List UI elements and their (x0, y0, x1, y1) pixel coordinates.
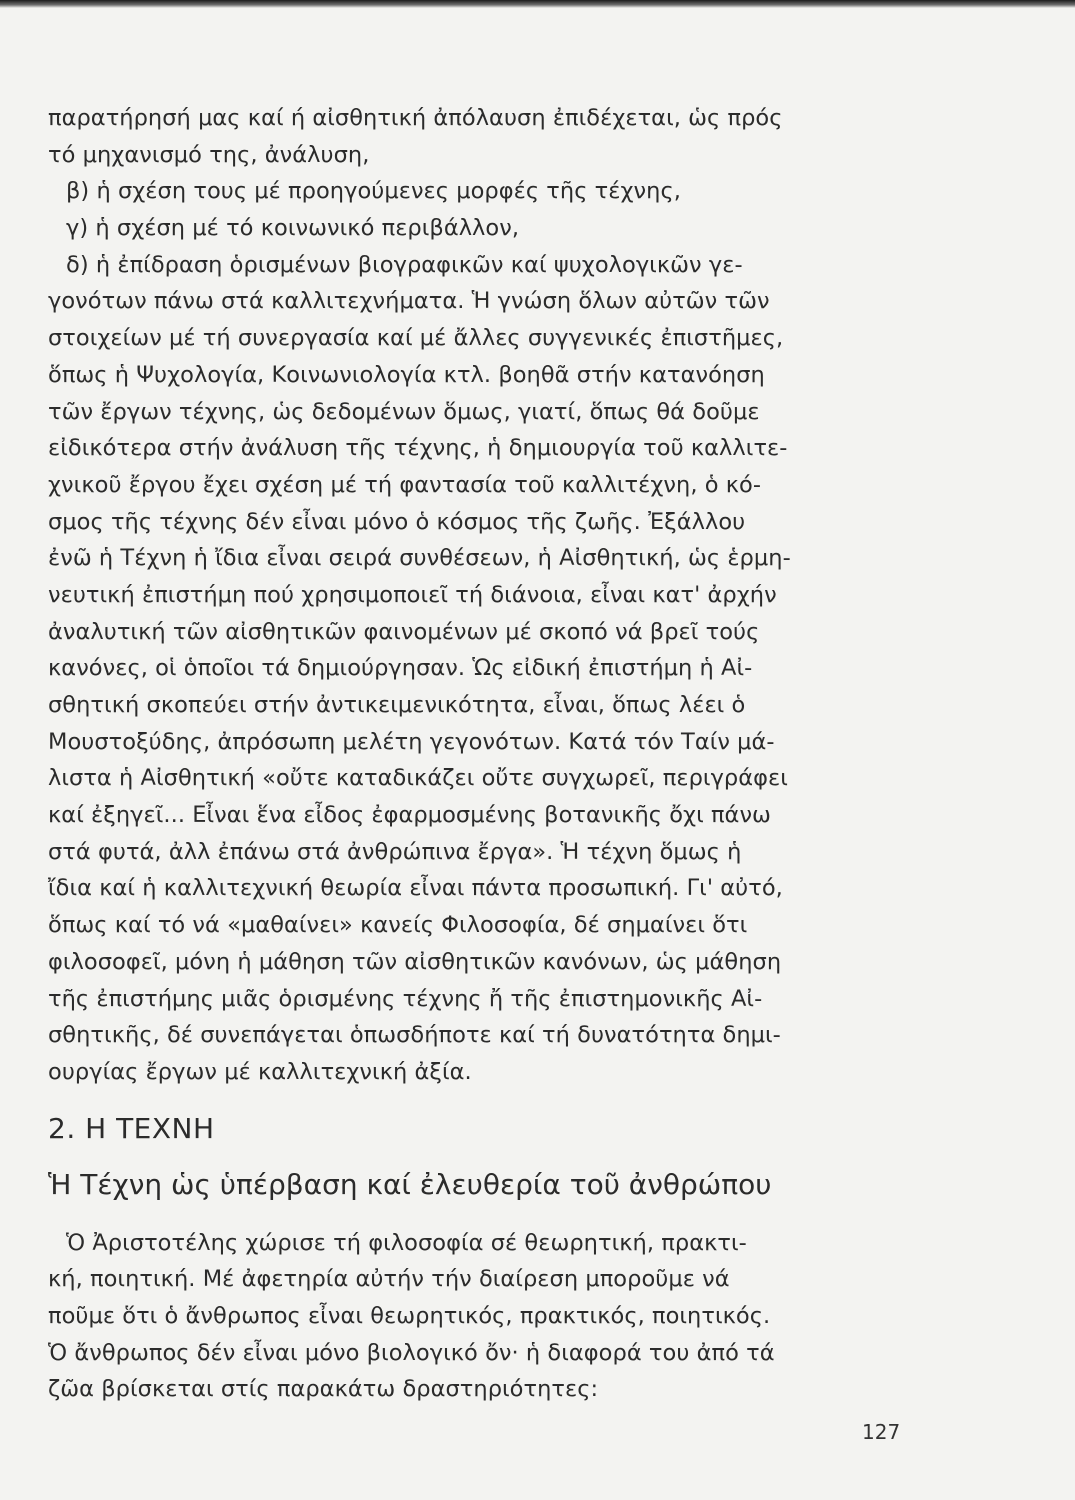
text-line: κανόνες, οἱ ὁποῖοι τά δημιούργησαν. Ὡς εἰδική ἐπιστήμη ἡ Αἰ- (48, 655, 753, 682)
paragraph-1 (48, 100, 898, 1091)
scan-top-edge (0, 0, 1075, 8)
text-line: στά φυτά, ἀλλ ἐπάνω στά ἀνθρώπινα ἔργα». Ἡ τέχνη ὅμως ἡ (48, 838, 742, 865)
text-line: σθητικῆς, δέ συνεπάγεται ὁπωσδήποτε καί τή δυνατότητα δημι- (48, 1022, 781, 1049)
text-line: γ) ἡ σχέση μέ τό κοινωνικό περιβάλλον, (66, 215, 520, 242)
page-number: 127 (862, 1420, 901, 1444)
text-line: σθητική σκοπεύει στήν ἀντικειμενικότητα, εἶναι, ὅπως λέει ὁ (48, 692, 746, 718)
text-line: γονότων πάνω στά καλλιτεχνήματα. Ἡ γνώση ὅλων αὐτῶν τῶν (48, 288, 770, 315)
text-line: φιλοσοφεῖ, μόνη ἡ μάθηση τῶν αἰσθητικῶν κανόνων, ὡς μάθηση (48, 948, 782, 975)
text-line: ἐνῶ ἡ Τέχνη ἡ ἴδια εἶναι σειρά συνθέσεων, ἡ Αἰσθητική, ὡς ἑρμη- (48, 545, 791, 572)
text-line: χνικοῦ ἔργου ἔχει σχέση μέ τή φαντασία τοῦ καλλιτέχνη, ὁ κό- (48, 471, 762, 498)
section-heading: 2. Η ΤΕΧΝΗ (48, 1111, 215, 1145)
text-line: νευτική ἐπιστήμη πού χρησιμοποιεῖ τή διάνοια, εἶναι κατ' ἀρχήν (48, 581, 777, 608)
text-line: ἀναλυτική τῶν αἰσθητικῶν φαινομένων μέ σκοπό νά βρεῖ τούς (48, 618, 760, 645)
text-line: β) ἡ σχέση τους μέ προηγούμενες μορφές τῆς τέχνης, (66, 178, 681, 205)
text-line: καί ἐξηγεῖ... Εἶναι ἕνα εἶδος ἐφαρμοσμένης βοτανικῆς ὄχι πάνω (48, 802, 771, 829)
text-line: ἴδια καί ἡ καλλιτεχνική θεωρία εἶναι πάντα προσωπική. Γι' αὐτό, (48, 875, 783, 902)
text-line: παρατήρησή μας καί ή αἰσθητική ἀπόλαυση ἐπιδέχεται, ὡς πρός (48, 105, 783, 131)
text-line: λιστα ἡ Αἰσθητική «οὔτε καταδικάζει οὔτε συγχωρεῖ, περιγράφει (48, 765, 788, 792)
text-line: κή, ποιητική. Μέ ἀφετηρία αὐτήν τήν διαίρεση μποροῦμε νά (48, 1266, 730, 1293)
text-line: εἰδικότερα στήν ἀνάλυση τῆς τέχνης, ἡ δημιουργία τοῦ καλλιτε- (48, 435, 788, 462)
text-line: τῶν ἔργων τέχνης, ὡς δεδομένων ὅμως, γιατί, ὅπως θά δοῦμε (48, 398, 760, 425)
text-line: τῆς ἐπιστήμης μιᾶς ὁρισμένης τέχνης ἤ τῆς ἐπιστημονικῆς Αἰ- (48, 985, 763, 1012)
text-line: σμος τῆς τέχνης δέν εἶναι μόνο ὁ κόσμος τῆς ζωῆς. Ἐξάλλου (48, 508, 746, 535)
text-line: Μουστοξύδης, ἀπρόσωπη μελέτη γεγονότων. Κατά τόν Ταίν μά- (48, 728, 775, 755)
text-line: τό μηχανισμό της, ἀνάλυση, (48, 141, 370, 168)
text-line: δ) ἡ ἐπίδραση ὁρισμένων βιογραφικῶν καί ψυχολογικῶν γε- (66, 251, 743, 278)
text-line: ποῦμε ὅτι ὁ ἄνθρωπος εἶναι θεωρητικός, πρακτικός, ποιητικός. (48, 1302, 771, 1329)
text-line: Ὁ Ἀριστοτέλης χώρισε τή φιλοσοφία σέ θεωρητική, πρακτι- (66, 1229, 747, 1256)
text-line: Ὁ ἄνθρωπος δέν εἶναι μόνο βιολογικό ὄν· ἡ διαφορά του ἀπό τά (48, 1339, 775, 1366)
text-line: στοιχείων μέ τή συνεργασία καί μέ ἄλλες συγγενικές ἐπιστῆμες, (48, 325, 784, 352)
text-line: ουργίας ἔργων μέ καλλιτεχνική ἀξία. (48, 1058, 472, 1085)
text-line: ζῶα βρίσκεται στίς παρακάτω δραστηριότητες: (48, 1376, 599, 1403)
text-line: ὅπως καί τό νά «μαθαίνει» κανείς Φιλοσοφία, δέ σημαίνει ὅτι (48, 912, 748, 939)
book-page (48, 100, 898, 1408)
subsection-heading: Ἡ Τέχνη ὡς ὑπέρβαση καί ἐλευθερία τοῦ ἀνθρώπου (48, 1167, 772, 1201)
paragraph-2 (48, 1225, 898, 1408)
text-line: ὅπως ἡ Ψυχολογία, Κοινωνιολογία κτλ. βοηθᾶ στήν κατανόηση (48, 361, 765, 388)
